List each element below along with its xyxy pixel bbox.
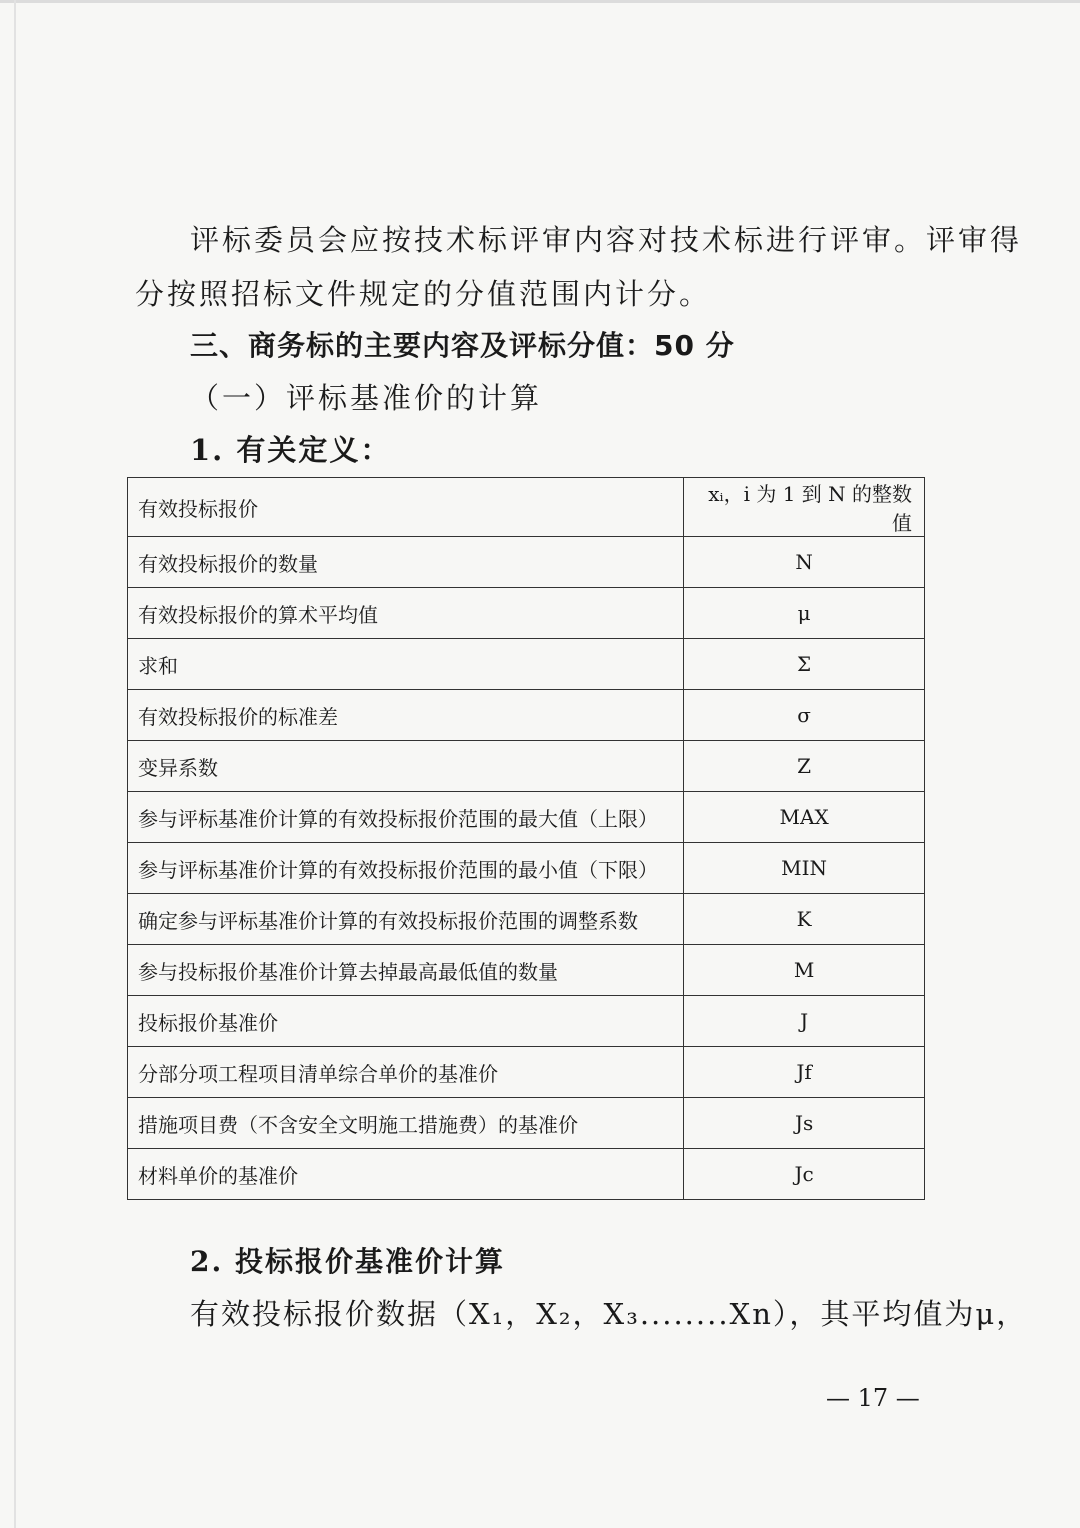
page-left-edge [14, 0, 16, 1528]
section-heading: 三、商务标的主要内容及评标分值：50 分 [190, 329, 735, 362]
table-row [128, 792, 925, 843]
definition-symbol: Js [684, 1098, 925, 1149]
paragraph-line: 分按照招标文件规定的分值范围内计分。 [135, 277, 712, 311]
definition-symbol: σ [684, 690, 925, 741]
definition-name: 确定参与评标基准价计算的有效投标报价范围的调整系数 [128, 894, 684, 945]
table-row [128, 843, 925, 894]
table-row [128, 894, 925, 945]
paragraph-line: 评标委员会应按技术标评审内容对技术标进行评审。评审得 [190, 223, 1023, 257]
table-row [128, 1098, 925, 1149]
table-row [128, 945, 925, 996]
paragraph-line: 有效投标报价数据（X₁，X₂，X₃........Xn），其平均值为μ， [190, 1297, 1028, 1331]
table-row [128, 639, 925, 690]
definition-name: 材料单价的基准价 [128, 1149, 684, 1200]
subsection-heading: 2. 投标报价基准价计算 [190, 1245, 505, 1278]
definition-name: 有效投标报价 [128, 478, 684, 537]
definition-name: 有效投标报价的标准差 [128, 690, 684, 741]
definition-symbol: MAX [684, 792, 925, 843]
definition-symbol: N [684, 537, 925, 588]
definition-symbol: Z [684, 741, 925, 792]
table-row [128, 1047, 925, 1098]
page-top-edge [0, 0, 1080, 3]
page-number: — 17 — [826, 1384, 920, 1412]
definition-name: 分部分项工程项目清单综合单价的基准价 [128, 1047, 684, 1098]
definition-symbol: xᵢ，i 为 1 到 N 的整数值 [684, 478, 925, 537]
table-row [128, 996, 925, 1047]
table-row [128, 588, 925, 639]
definition-name: 参与评标基准价计算的有效投标报价范围的最大值（上限） [128, 792, 684, 843]
definition-symbol: K [684, 894, 925, 945]
table-row [128, 478, 925, 537]
definition-name: 措施项目费（不含安全文明施工措施费）的基准价 [128, 1098, 684, 1149]
definition-symbol: Σ [684, 639, 925, 690]
definition-symbol: M [684, 945, 925, 996]
definitions-table [127, 477, 925, 1200]
definition-name: 求和 [128, 639, 684, 690]
definition-name: 有效投标报价的数量 [128, 537, 684, 588]
definition-name: 有效投标报价的算术平均值 [128, 588, 684, 639]
table-row [128, 741, 925, 792]
table-row [128, 537, 925, 588]
table-row [128, 690, 925, 741]
definition-name: 投标报价基准价 [128, 996, 684, 1047]
table-row [128, 1149, 925, 1200]
definition-symbol: J [684, 996, 925, 1047]
definitions-heading: 1. 有关定义： [190, 433, 392, 467]
subsection-heading: （一）评标基准价的计算 [190, 381, 543, 415]
definition-name: 变异系数 [128, 741, 684, 792]
definition-symbol: μ [684, 588, 925, 639]
definition-symbol: MIN [684, 843, 925, 894]
definition-name: 参与投标报价基准价计算去掉最高最低值的数量 [128, 945, 684, 996]
definition-symbol: Jf [684, 1047, 925, 1098]
definition-symbol: Jc [684, 1149, 925, 1200]
definition-name: 参与评标基准价计算的有效投标报价范围的最小值（下限） [128, 843, 684, 894]
